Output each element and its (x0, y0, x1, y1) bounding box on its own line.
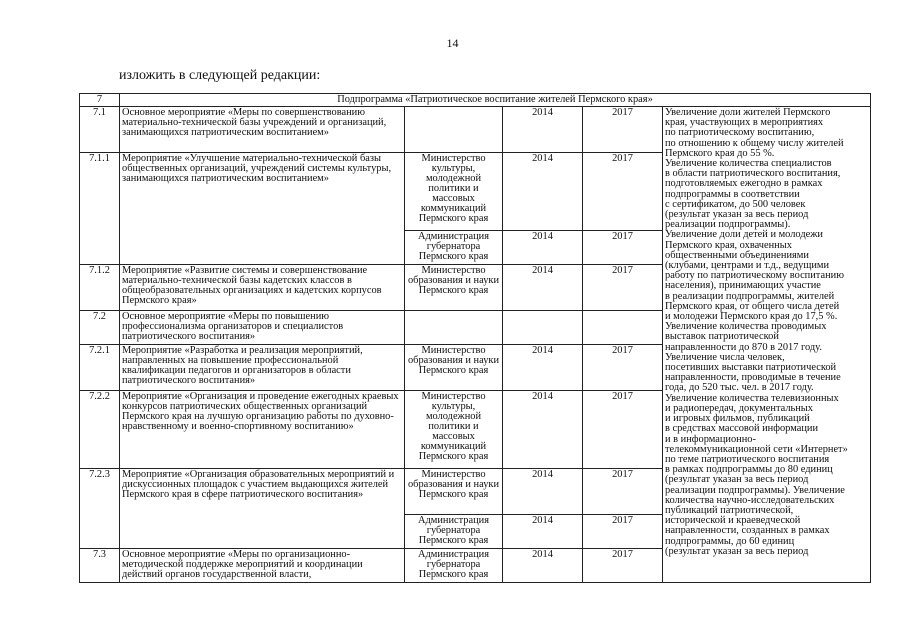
row-end-year (583, 311, 663, 345)
result-line: края, участвующих в мероприятиях (665, 117, 824, 129)
row-executor (405, 107, 503, 153)
result-line: исторической и краеведческой (665, 515, 801, 527)
result-line: Увеличение числа человек, (665, 351, 785, 363)
result-line: и в информационно- (665, 433, 756, 445)
row-start-year (503, 311, 583, 345)
row-executor: Министерство образования и науки Пермского края (405, 469, 503, 515)
row-end-year: 2017 (583, 469, 663, 515)
result-line: общественными объединениями (665, 249, 809, 261)
row-executor: Администрация губернатора Пермского края (405, 549, 503, 583)
row-number: 7.1 (80, 107, 120, 153)
row-end-year: 2017 (583, 153, 663, 231)
subprogram-number: 7 (80, 94, 120, 107)
row-end-year: 2017 (583, 549, 663, 583)
row-number: 7.2 (80, 311, 120, 345)
row-executor: Министерство образования и науки Пермского края (405, 345, 503, 391)
result-line: подготовляемых ежегодно в рамках (665, 178, 823, 190)
row-end-year: 2017 (583, 345, 663, 391)
row-name: Мероприятие «Развитие системы и совершенствование материально-технической базы кадетских классов в общеобразовательных организациях и кадетских корпусов Пермского края» (120, 265, 405, 311)
result-description (663, 107, 871, 583)
result-line: подпрограммы, до 60 единиц (665, 535, 795, 547)
result-line: Увеличение доли детей и молодежи (665, 229, 823, 241)
row-name: Мероприятие «Организация образовательных мероприятий и дискуссионных площадок с участием выдающихся жителей Пермского края в сфере патриотического воспитания» (120, 469, 405, 549)
row-start-year: 2014 (503, 153, 583, 231)
row-number: 7.2.3 (80, 469, 120, 549)
result-line: направленности, проводимые в течение (665, 372, 841, 384)
result-line: посетивших выставки патриотической (665, 362, 837, 374)
result-line: реализации подпрограммы). Увеличение (665, 484, 845, 496)
result-line: по патриотическому воспитанию, (665, 127, 815, 139)
result-line: направленности, созданных в рамках (665, 525, 830, 537)
result-line: Увеличение доли жителей Пермского (665, 107, 831, 118)
result-line: и молодежи Пермского края до 17,5 %. (665, 311, 838, 323)
result-line: и игровых фильмов, публикаций (665, 413, 810, 425)
subprogram-row (80, 94, 871, 107)
result-line: (клубами, центрами и т.д., ведущими (665, 260, 830, 272)
result-line: направленности до 870 в 2017 году. (665, 341, 822, 353)
result-line: работу по патриотическому воспитанию (665, 270, 844, 282)
result-line: Увеличение количества специалистов (665, 158, 832, 170)
row-number: 7.1.1 (80, 153, 120, 265)
result-line: в рамках подпрограммы до 80 единиц (665, 464, 833, 476)
row-executor: Администрация губернатора Пермского края (405, 231, 503, 265)
intro-text: изложить в следующей редакции: (119, 68, 321, 83)
row-end-year: 2017 (583, 231, 663, 265)
row-name: Основное мероприятие «Меры по совершенствованию материально-технической базы учреждений и организаций, занимающихся патриотическим воспитанием» (120, 107, 405, 153)
result-line: Пермского края, охваченных (665, 239, 792, 251)
table-row (80, 107, 871, 153)
row-end-year: 2017 (583, 107, 663, 153)
row-start-year: 2014 (503, 469, 583, 515)
row-number: 7.2.2 (80, 391, 120, 469)
result-line: и радиопередач, документальных (665, 402, 813, 414)
row-name: Мероприятие «Улучшение материально-технической базы общественных организаций, учреждений системы культуры, занимающихся патриотическим воспитанием» (120, 153, 405, 265)
row-executor: Министерство культуры, молодежной политики и массовых коммуникаций Пермского края (405, 153, 503, 231)
result-line: (результат указан за весь период (665, 474, 809, 486)
row-start-year: 2014 (503, 107, 583, 153)
result-line: в реализации подпрограммы, жителей (665, 290, 835, 302)
result-line: в области патриотического воспитания, (665, 168, 841, 180)
row-start-year: 2014 (503, 391, 583, 469)
result-line: в средствах массовой информации (665, 423, 819, 435)
result-line: (результат указан за весь период (665, 209, 809, 221)
row-start-year: 2014 (503, 345, 583, 391)
row-start-year: 2014 (503, 549, 583, 583)
row-start-year: 2014 (503, 265, 583, 311)
result-line: с сертификатом, до 500 человек (665, 198, 806, 210)
program-table (79, 93, 871, 583)
subprogram-title: Подпрограмма «Патриотическое воспитание жителей Пермского края» (120, 94, 871, 107)
row-name: Основное мероприятие «Меры по организационно-методической поддержке мероприятий и координации действий органов государственной власти, (120, 549, 405, 583)
row-number: 7.2.1 (80, 345, 120, 391)
result-line: подпрограммы в соответствии (665, 188, 800, 200)
row-start-year: 2014 (503, 515, 583, 549)
result-line: Увеличение количества телевизионных (665, 392, 839, 404)
row-executor (405, 311, 503, 345)
result-line: Пермского края, от общего числа детей (665, 300, 840, 312)
row-executor: Министерство образования и науки Пермского края (405, 265, 503, 311)
result-line: года, до 520 тыс. чел. в 2017 году. (665, 382, 814, 394)
result-line: (результат указан за весь период (665, 545, 809, 557)
row-end-year: 2017 (583, 391, 663, 469)
row-executor: Министерство культуры, молодежной политики и массовых коммуникаций Пермского края (405, 391, 503, 469)
result-line: по отношению к общему числу жителей (665, 137, 844, 149)
result-line: Пермского края до 55 %. (665, 147, 775, 159)
row-name: Мероприятие «Организация и проведение ежегодных краевых конкурсов патриотических общественных организаций Пермского края на лучшую организацию работы по духовно-нравственному и военно-спортивному воспитанию» (120, 391, 405, 469)
row-number: 7.1.2 (80, 265, 120, 311)
row-end-year: 2017 (583, 265, 663, 311)
result-line: реализации подпрограммы). (665, 219, 791, 231)
result-line: публикаций патриотической, (665, 504, 794, 516)
row-end-year: 2017 (583, 515, 663, 549)
result-line: выставок патриотической (665, 331, 779, 343)
row-number: 7.3 (80, 549, 120, 583)
result-line: телекоммуникационной сети «Интернет» (665, 443, 848, 455)
result-line: Увеличение количества проводимых (665, 321, 827, 333)
page-number: 14 (446, 36, 459, 50)
row-name: Мероприятие «Разработка и реализация мероприятий, направленных на повышение профессиональной квалификации педагогов и организаторов в области патриотического воспитания» (120, 345, 405, 391)
row-executor: Администрация губернатора Пермского края (405, 515, 503, 549)
result-line: по теме патриотического воспитания (665, 453, 830, 465)
result-line: количества научно-исследовательских (665, 494, 835, 506)
result-line: населения), принимающих участие (665, 280, 821, 292)
row-start-year: 2014 (503, 231, 583, 265)
row-name: Основное мероприятие «Меры по повышению профессионализма организаторов и специалистов патриотического воспитания» (120, 311, 405, 345)
